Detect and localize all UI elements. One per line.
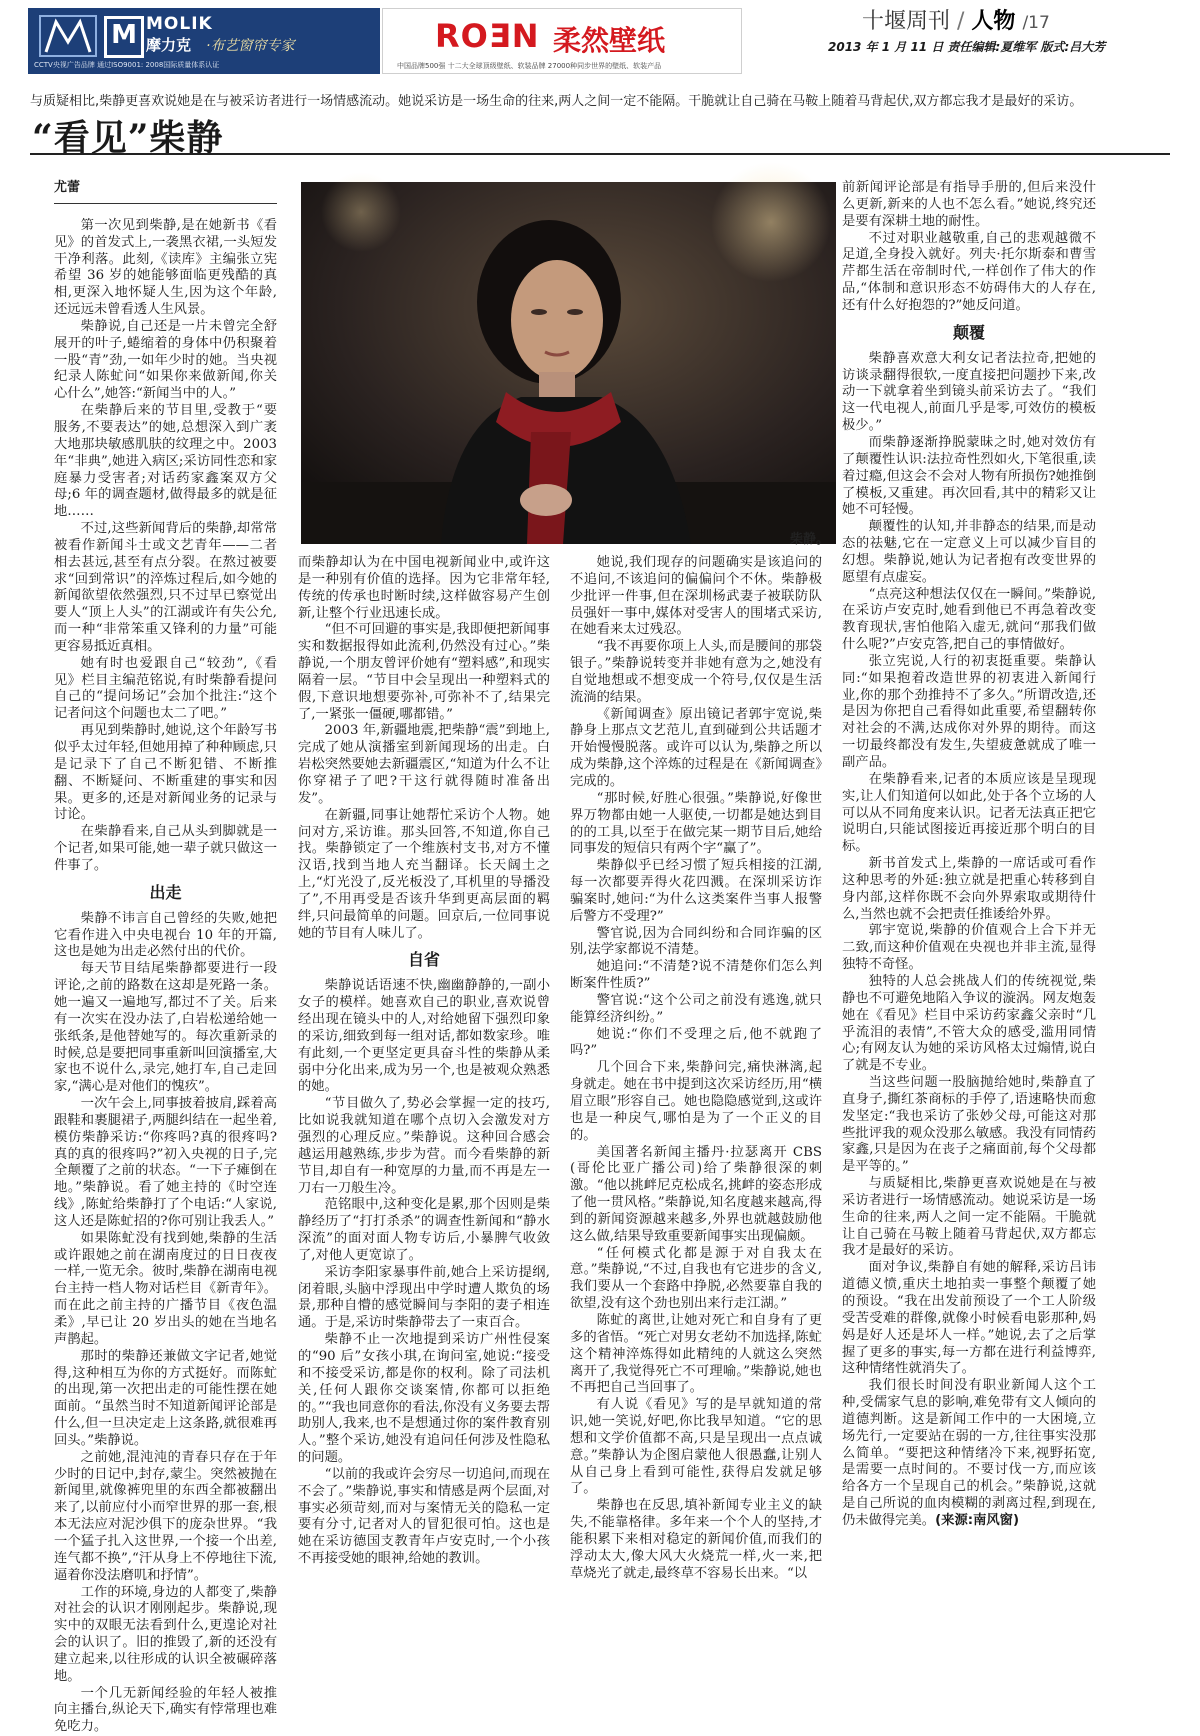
paragraph: 柴静说话语速不快,幽幽静静的,一副小女子的模样。她喜欢自己的职业,喜欢说曾经出现在镜头中的人,对给她留下强烈印象的采访,细致到每一组对话,都如数家珍。唯有此刻,一个更坚定更具奋斗性的柴静从柔弱中分化出来,成为另一个,也是被观众熟悉的她。 <box>298 978 550 1095</box>
column-1-body <box>54 218 277 1736</box>
paragraph: 《新闻调查》原出镜记者郭宇宽说,柴静身上那点文艺范儿,直到碰到公共话题才开始慢慢脱落。或许可以认为,柴静之所以成为柴静,这个淬炼的过程是在《新闻调查》完成的。 <box>570 706 822 789</box>
section-heading: 颠覆 <box>952 322 985 342</box>
title-rule <box>30 153 1170 155</box>
paragraph: “点亮这种想法仅仅在一瞬间。”柴静说,在采访卢安克时,她看到他已不再急着改变教育现状,害怕他陷入虚无,就问“那我们做什么呢?”卢安克答,把自己的事情做好。 <box>842 586 1096 653</box>
roen-footer: 中国品牌500强 十二大全球顶级壁纸、软装品牌 27000种同步世界的壁纸、软装产品 <box>397 62 662 70</box>
paragraph: 独特的人总会挑战人们的传统视觉,柴静也不可避免地陷入争议的漩涡。网友炮轰她在《看见》栏目中采访药家鑫父亲时“几乎流泪的表情”,不管大众的感受,滥用同情心;有网友认为她的采访风格太过煽情,说白了就是不专业。 <box>842 973 1096 1074</box>
molik-emblem-icon <box>38 14 98 58</box>
molik-logo: M <box>104 16 144 58</box>
paragraph: 采访李阳家暴事件前,她合上采访提纲,闭着眼,头脑中浮现出中学时遭人欺负的场景,那种自懵的感觉瞬间与李阳的妻子相连通。于是,采访时柴静带去了一束百合。 <box>298 1264 550 1331</box>
masthead <box>862 4 1050 35</box>
paragraph: 郭宇宽说,柴静的价值观合上合下并无二致,而这种价值观在央视也并非主流,显得独特不奇怪。 <box>842 923 1096 973</box>
masthead-divider: / <box>957 9 972 34</box>
molik-brand-cn: 摩力克 <box>146 36 192 54</box>
page-number-slash: / <box>1022 13 1029 33</box>
molik-brand-en: MOLIK <box>146 14 213 34</box>
paragraph: 新书首发式上,柴静的一席话或可看作这种思考的外延:独立就是把重心转移到自身内部,这样你既不会向外界索取或期待什么,当然也就不会把责任推诿给外界。 <box>842 856 1096 922</box>
paragraph: 警官说,因为合同纠纷和合同诈骗的区别,法学家都说不清楚。 <box>570 925 822 958</box>
portrait-photo <box>301 182 836 544</box>
paragraph: 颠覆性的认知,并非静态的结果,而是动态的祛魅,它在一定意义上可以减少盲目的幻想。柴静说,她认为记者抱有改变世界的愿望有点虚妄。 <box>842 519 1096 585</box>
paragraph: 而柴静逐渐挣脱蒙昧之时,她对效仿有了颠覆性认识:法拉奇性烈如火,下笔很重,读着过瘾,但这会不会对人物有所损伤?她推倒了模板,又重建。再次回看,其中的精彩又让她不可轻慢。 <box>842 434 1096 518</box>
article-column-4 <box>842 180 1096 1690</box>
paragraph: 柴静不止一次地提到采访广州性侵案的“90 后”女孩小琪,在询问室,她说:“接受和不接受采访,都是你的权利。除了司法机关,任何人跟你交谈案情,你都可以拒绝的。”“我也同意你的看法,你没有义务要去帮助别人,我来,也不是想通过你的案件教育别人。”整个采访,她没有追问任何涉及性隐私的问题。 <box>298 1332 550 1466</box>
paragraph: 如果陈虻没有找到她,柴静的生活或许跟她之前在湖南度过的日日夜夜一样,一览无余。彼时,柴静在湖南电视台主持一档人物对话栏目《新青年》。而在此之前主持的广播节目《夜色温柔》,早已让 20 岁出头的她在当地名声鹊起。 <box>54 1230 277 1347</box>
paragraph: 警官说:“这个公司之前没有逃逸,就只能算经济纠纷。” <box>570 992 822 1025</box>
paragraph: “任何模式化都是源于对自我太在意。”柴静说,“不过,自我也有它进步的含义,我们要从一个套路中挣脱,必然要靠自我的欲望,没有这个劲也别出来行走江湖。” <box>570 1245 822 1312</box>
article-column-1 <box>54 180 277 1735</box>
paragraph: “但不可回避的事实是,我即便把新闻事实和数据报得如此流利,仍然没有过心。”柴静说,一个朋友曾评价她有“塑料感”,和现实隔着一层。“节目中会呈现出一种塑料式的假,下意识地想要弥补,可弥补不了,结果完了,一紧张一僵硬,哪都错。” <box>298 622 550 722</box>
portrait-image <box>301 182 836 544</box>
paragraph: “那时候,好胜心很强。”柴静说,好像世界万物都由她一人驱使,一切都是她达到目的的工具,以至于在做完某一期节目后,她给同事发的短信只有两个字“赢了”。 <box>570 790 822 857</box>
page-number: 17 <box>1028 13 1050 33</box>
column-3-body <box>570 555 822 1582</box>
paragraph: 每天节目结尾柴静都要进行一段评论,之前的路数在这却是死路一条。她一遍又一遍地写,都过不了关。后来有一次实在没办法了,白岩松递给她一张纸条,是他替她写的。每次重新录的时候,总是要把同事重新叫回演播室,大家也不说什么,录完,她打车,自己走回家,“满心是对他们的愧疚”。 <box>54 961 277 1095</box>
paragraph: 张立宪说,人行的初衷挺重要。柴静认同:“如果抱着改造世界的初衷进入新闻行业,你的那个劲推持不了多久。”所谓改造,还是因为你把自己看得如此重要,希望翻转你对社会的不满,达成你对外界的期待。而这一切最终都没有发生,失望疲惫就成了唯一副产品。 <box>842 653 1096 770</box>
article-column-3 <box>570 555 822 1690</box>
paragraph: 而柴静却认为在中国电视新闻业中,或许这是一种别有价值的选择。因为它非常年轻,传统的传承也时断时续,这样做容易产生创新,让整个行业迅速长成。 <box>298 555 550 621</box>
paragraph: 她有时也爱跟自己“较劲”,《看见》栏目主编范铭说,有时柴静看提问自己的“提问场记”会加个批注:“这个记者问这个问题也太二了吧。” <box>54 655 277 722</box>
paragraph: “以前的我或许会穷尽一切追问,而现在不会了。”柴静说,事实和情感是两个层面,对事实必须苛刻,而对与案情无关的隐私一定要有分寸,记者对人的冒犯很可怕。这也是她在采访德国支教青年卢安克时,一个小孩不再接受她的眼神,给她的教训。 <box>298 1466 550 1567</box>
paragraph: 一个几无新闻经验的年轻人被推向主播台,纵论天下,确实有悖常理也难免吃力。 <box>54 1685 277 1735</box>
paragraph: 柴静也在反思,填补新闻专业主义的缺失,不能靠格律。多年来一个个人的坚持,才能积累下来相对稳定的新闻价值,而我们的浮动太大,像大风大火烧荒一样,火一来,把草烧光了就走,最终草不容易长出来。“以 <box>570 1498 822 1581</box>
paragraph: 再见到柴静时,她说,这个年龄写书似乎太过年轻,但她用掉了种种顾虑,只是记录下了自己不断犯错、不断推翻、不断疑问、不断重建的事实和因果。更多的,还是对新闻业务的记录与讨论。 <box>54 723 277 823</box>
paragraph: 柴静说,自己还是一片未曾完全舒展开的叶子,蜷缩着的身体中仍积聚着一股“青”劲,一如年少时的她。当央视纪录人陈虻问“如果你来做新闻,你关心什么”,她答:“新闻当中的人。” <box>54 318 277 402</box>
paragraph: 与质疑相比,柴静更喜欢说她是在与被采访者进行一场情感流动。她说采访是一场生命的往来,两人之间一定不能隔。干脆就让自己骑在马鞍上随着马背起伏,双方都忘我才是最好的采访。 <box>842 1176 1096 1259</box>
paragraph: 范铭眼中,这种变化是累,那个因则是柴静经历了“打打杀杀”的调查性新闻和“静水深流”的面对面人物专访后,小暴脾气收敛了,对他人更宽谅了。 <box>298 1197 550 1263</box>
paper-name: 十堰周刊 <box>862 9 951 34</box>
paragraph: 陈虻的离世,让她对死亡和自身有了更多的省悟。“死亡对男女老幼不加选择,陈虻这个精神淬炼得如此精纯的人就这么突然离开了,我觉得死亡不可理喻。”柴静说,她也不再把自己当回事了。 <box>570 1312 822 1396</box>
paragraph: 不过对职业越敬重,自己的悲观越微不足道,全身投入就好。列夫·托尔斯泰和曹雪芹都生活在帝制时代,一样创作了伟大的作品,“体制和意识形态不妨碍伟大的人存在,还有什么好抱怨的?”她反问道。 <box>842 230 1096 313</box>
paragraph: 面对争议,柴静自有她的解释,采访吕讳道德义愤,重庆土地拍卖一事整个颠覆了她的预设。“我在出发前预设了一个工人阶级受苦受难的群像,就像小时候看电影那种,妈妈是好人还是坏人一样。”她说,去了之后掌握了更多的事实,每一方都在进行利益博弈,这种情绪性就消失了。 <box>842 1260 1096 1377</box>
paragraph: “节目做久了,势必会掌握一定的技巧,比如说我就知道在哪个点切入会激发对方强烈的心理反应。”柴静说。这种回合感会越运用越熟练,步步为营。而今看柴静的新节目,却自有一种宽厚的力量,而不再是左一刀右一刀般生冷。 <box>298 1096 550 1196</box>
paragraph: 柴静似乎已经习惯了短兵相接的江湖,每一次都要弄得火花四溅。在深圳采访诈骗案时,她问:“为什么这类案件当事人报警后警方不受理?” <box>570 858 822 924</box>
paragraph: 她追问:“不清楚?说不清楚你们怎么判断案件性质?” <box>570 959 822 992</box>
paragraph: 我们很长时间没有职业新闻人这个工种,受儒家气息的影响,难免带有文人倾向的道德判断。这是新闻工作中的一大困境,立场先行,一定要站在弱的一方,往往事实没那么简单。“要把这种情绪冷下来,视野拓宽,是需要一点时间的。不要讨伐一方,而应该给各方一个呈现自己的机会。”柴静说,这就是自己所说的血肉模糊的剥离过程,到现在,仍未做得完美。(来源:南风窗) <box>842 1378 1096 1528</box>
article-column-2 <box>298 555 550 1690</box>
column-2-body <box>298 555 550 1568</box>
paragraph: 几个回合下来,柴静问完,痛快淋漓,起身就走。她在书中提到这次采访经历,用“横眉立眼”形容自己。她也隐隐感觉到,这或许也是一种戾气,哪怕是为了一个正义的目的。 <box>570 1060 822 1143</box>
paragraph: 2003 年,新疆地震,把柴静“震”到地上,完成了她从演播室到新闻现场的出走。白岩松突然要她去新疆震区,“知道为什么不让你穿裙子了吧?干这行就得随时准备出发”。 <box>298 723 550 806</box>
roen-ad-banner <box>382 8 742 74</box>
paragraph: 她说:“你们不受理之后,他不就跑了吗?” <box>570 1026 822 1059</box>
photo-caption: 柴静。 <box>790 532 830 547</box>
paragraph: 在新疆,同事让她帮忙采访个人物。她问对方,采访谁。那头回答,不知道,你自己找。柴静锁定了一个维族村支书,对方不懂汉语,找到当地人充当翻译。长天阔土之上,“灯光没了,反光板没了,耳机里的导播没了”,不用再受是否该升华到更高层面的羁绊,只问最简单的问题。回京后,一位同事说她的节目有人味儿了。 <box>298 807 550 941</box>
section-heading: 自省 <box>407 950 440 970</box>
paragraph: 第一次见到柴静,是在她新书《看见》的首发式上,一袭黑衣裙,一头短发干净利落。此刻,《读库》主编张立宪希望 36 岁的她能够面临更残酷的真相,更深入地怀疑人生,因为这个年龄,还远远未曾看透人生风景。 <box>54 217 277 318</box>
paragraph: 有人说《看见》写的是早就知道的常识,她一笑说,好吧,你比我早知道。“它的思想和文学价值都不高,只是呈现出一点点诚意。”柴静认为企图启蒙他人很愚蠢,让别人从自己身上看到可能性,获得启发就足够了。 <box>570 1397 822 1497</box>
paragraph: 工作的环境,身边的人都变了,柴静对社会的认识才刚刚起步。柴静说,现实中的双眼无法看到什么,更遑论对社会的认识了。旧的推毁了,新的还没有建立起来,以往形成的认识全被碾碎落地。 <box>54 1584 277 1684</box>
paragraph: 当这些问题一股脑抛给她时,柴静直了直身子,撕红茶商标的手停了,语速略快而愈发坚定:“我也采访了张妙父母,可能这对那些批评我的观众没那么敏感。我没有同情药家鑫,只是因为在丧子之痛面前,每个父母都是平等的。” <box>842 1075 1096 1175</box>
molik-slogan: ·布艺窗帘专家 <box>206 38 295 54</box>
paragraph: 在柴静看来,记者的本质应该是呈现现实,让人们知道何以如此,处于各个立场的人可以从不同角度来认识。记者无法真正把它说明白,只能试图接近再接近那个明白的目标。 <box>842 771 1096 855</box>
paragraph: 在柴静看来,自己从头到脚就是一个记者,如果可能,她一辈子就只做这一件事了。 <box>54 824 277 873</box>
source-credit: (来源:南风窗) <box>935 1512 1020 1528</box>
paragraph: 一次午会上,同事披着披肩,踩着高跟鞋和裹腿裙子,两腿纠结在一起坐着,模仿柴静采访:“你疼吗?真的很疼吗?真的真的很疼吗?”初入央视的日子,完全颠覆了之前的状态。“一下子瘫倒在地。”柴静说。看了她主持的《时空连线》,陈虻给柴静打了个电话:“人家说,这人还是陈虻招的?你可别让我丢人。” <box>54 1096 277 1229</box>
molik-footer: CCTV央视广告品牌 通过ISO9001: 2008国际质量体系认证 <box>34 61 220 69</box>
molik-ad-banner <box>28 8 380 74</box>
dateline: 2013 年 1 月 11 日 责任编辑:夏维军 版式:吕大芳 <box>828 40 1106 54</box>
section-heading: 出走 <box>149 882 182 902</box>
paragraph: 前新闻评论部是有指导手册的,但后来没什么更新,新来的人也不怎么看。”她说,终究还是要有深耕土地的耐性。 <box>842 180 1096 229</box>
roen-brand-cn: 柔然壁纸 <box>553 24 666 57</box>
byline-rule <box>54 203 277 204</box>
paragraph: 她说,我们现存的问题确实是该追问的不追问,不该追问的偏偏问个不休。柴静极少批评一件事,但在深圳杨武妻子被联防队员强奸一事中,媒体对受害人的围堵式采访,在她看来太过残忍。 <box>570 555 822 638</box>
roen-brand-en: ROƎN <box>435 17 540 55</box>
paragraph: 在柴静后来的节目里,受教于“要服务,不要表达”的她,总想深入到广袤大地那块敏感肌肤的纹理之中。2003 年“非典”,她进入病区;采访同性恋和家庭暴力受害者;对话药家鑫案双方父母;6 年的调查题材,做得最多的就是征地…… <box>54 403 277 520</box>
paragraph: 柴静喜欢意大利女记者法拉奇,把她的访谈录翻得很软,一度直接把问题抄下来,改动一下就拿着坐到镜头前采访去了。“我们这一代电视人,前面几乎是零,可效仿的模板极少。” <box>842 350 1096 434</box>
paragraph: 美国著名新闻主播丹·拉瑟离开 CBS (哥伦比亚广播公司)给了柴静很深的刺激。“他以挑衅尼克松成名,挑衅的姿态形成了他一贯风格。”柴静说,知名度越来越高,得到的新闻资源越来越多,外界也就越鼓励他这么做,结果导致重要新闻事实出现偏颇。 <box>570 1144 822 1244</box>
paragraph: “我不再要你项上人头,而是腰间的那袋银子。”柴静说转变并非她有意为之,她没有自觉地想或不想变成一个符号,仅仅是生活流淌的结果。 <box>570 639 822 705</box>
byline: 尤蕾 <box>54 180 81 195</box>
paragraph: 不过,这些新闻背后的柴静,却常常被看作新闻斗士或文艺青年——二者相去甚远,甚至有点分裂。在熬过被要求“回到常识”的淬炼过程后,如今她的新闻欲望依然强烈,只不过早已察觉出要人“顶上人头”的江湖或许有失公允,而一种“非常笨重又锋利的力量”可能更容易抵近真相。 <box>54 521 277 654</box>
section-name: 人物 <box>971 9 1016 34</box>
paragraph: 那时的柴静还兼做文字记者,她觉得,这种相互为你的方式挺好。而陈虻的出现,第一次把出走的可能性摆在她面前。“虽然当时不知道新闻评论部是什么,但一旦决定走上这条路,就很难再回头。”柴静说。 <box>54 1348 277 1448</box>
article-title: “看见”柴静 <box>32 117 224 159</box>
lead-paragraph: 与质疑相比,柴静更喜欢说她是在与被采访者进行一场情感流动。她说采访是一场生命的往来,两人之间一定不能隔。干脆就让自己骑在马鞍上随着马背起伏,双方都忘我才是最好的采访。 <box>30 94 1083 109</box>
paragraph: 之前她,混沌沌的青春只存在于年少时的日记中,封存,蒙尘。突然被抛在新闻里,就像裤兜里的东西全都被翻出来了,以前应付小而窄世界的那一套,根本无法应对泥沙俱下的庞杂世界。“我一个猛子扎入这世界,一个接一个出差,连气都不换”,“汗从身上不停地往下流,逼着你没法磨叽和抒情”。 <box>54 1449 277 1583</box>
column-4-body <box>842 180 1096 1530</box>
paragraph: 柴静不讳言自己曾经的失败,她把它看作进入中央电视台 10 年的开篇,这也是她为出走必然付出的代价。 <box>54 910 277 960</box>
